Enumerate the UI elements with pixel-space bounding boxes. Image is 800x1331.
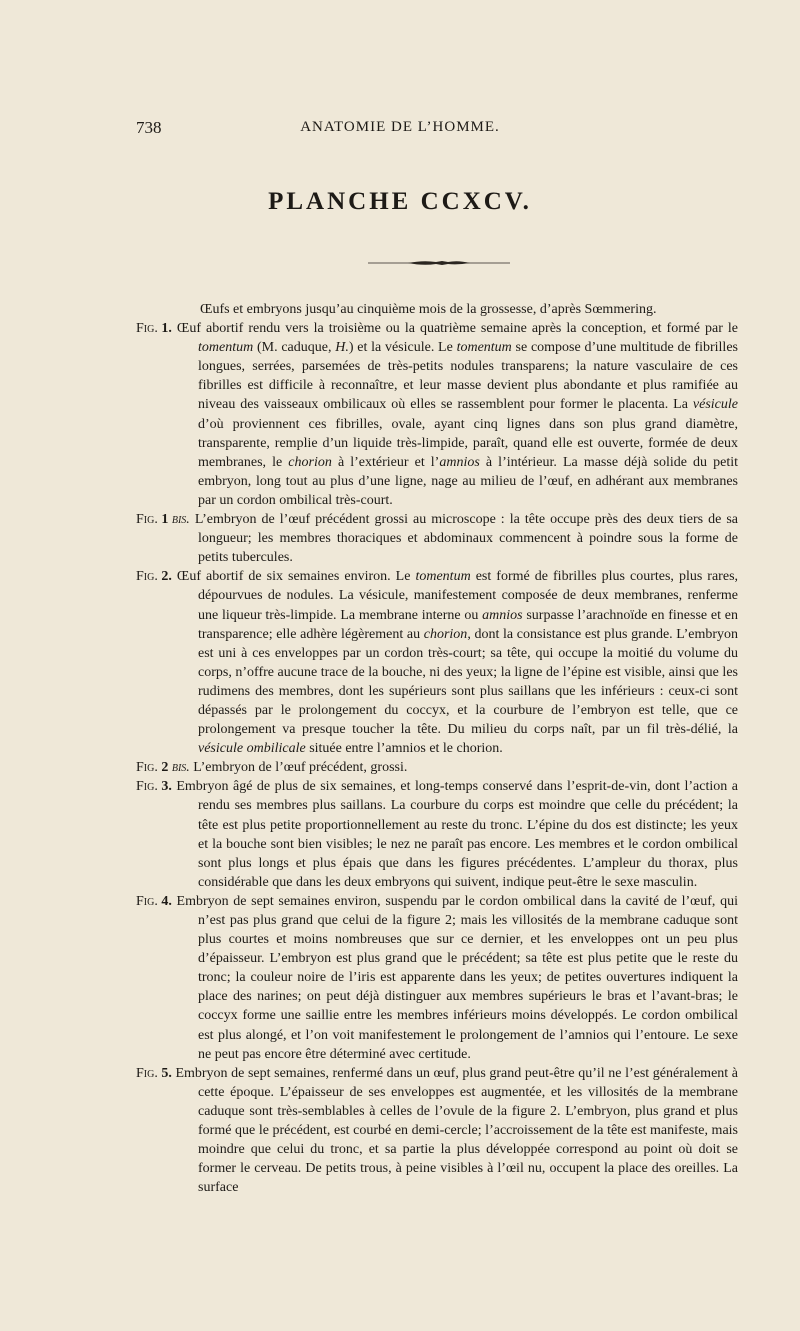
page-header xyxy=(0,118,800,142)
italic-term: tomentum xyxy=(198,340,254,356)
italic-term: chorion xyxy=(288,454,332,470)
italic-term: H. xyxy=(335,340,349,356)
figure-text: à l’extérieur et l’ xyxy=(331,454,440,470)
figure-list xyxy=(136,319,738,1197)
intro-text: Œufs et embryons jusqu’au cinquième mois de la grossesse, d’après Sœmmering. xyxy=(200,302,657,317)
ornament-rule xyxy=(368,258,510,268)
figure-text: (M. caduque, xyxy=(253,340,336,356)
plate-title: PLANCHE CCXCV. xyxy=(268,188,532,215)
figure-text: L’embryon de l’œuf précédent grossi au microscope : la tête occupe près des deux tiers de sa longueur; les membres thoraciques et abdominaux commencent à poindre sous la forme de petits tubercules. xyxy=(194,512,739,566)
figure-label: Fig. 3. xyxy=(136,779,172,795)
figure-text: Embryon de sept semaines, renfermé dans un œuf, plus grand peut-être qu’il ne l’est généralement à cette époque. L’épaisseur de ses enveloppes est augmentée, et les villosités de la membrane caduque sont très-semblables à celles de l’ovule de la figure 2. L’embryon, plus grand et plus formé que le précédent, est courbé en demi-cercle; l’accroissement de la tête est manifeste, mais moindre que celui du tronc, et sa partie la plus développée correspond au point où doit se former le cerveau. De petits trous, à peine visibles à l’œil nu, occupent la place des oreilles. La surface xyxy=(175,1065,738,1196)
figure-text: à l’intérieur. La masse déjà solide du petit embryon, long tout au plus d’une ligne, nage au milieu de l’œuf, en adhérant aux membranes par un cordon ombilical très-court. xyxy=(198,454,738,508)
figure-text: Œuf abortif de six semaines environ. Le xyxy=(176,569,416,585)
figure-entry xyxy=(136,892,738,1064)
figure-text: , dont la consistance est plus grande. L’embryon est uni à ces enveloppes par un cordon très-court; sa tête, qui occupe la moitié du volume du corps, n’offre aucune trace de la bouche, ni des yeux; la ligne de l’épine est visible, ainsi que les rudimens des membres, dont les supérieurs sont plus saillans que les inférieurs : ceux-ci sont dépassés par le prolongement du coccyx, et la courbure de l’embryon est telle, que ce prolongement va presque toucher la tête. Du milieu du corps naît, par un fil très-délié, la xyxy=(198,626,738,738)
figure-text: surpasse l’arachnoïde en finesse et en transparence; elle adhère légèrement au xyxy=(198,607,738,642)
plate-description xyxy=(136,300,738,1197)
figure-label: Fig. 4. xyxy=(136,893,172,909)
italic-term: amnios xyxy=(439,454,480,470)
running-title: ANATOMIE DE L’HOMME. xyxy=(300,119,500,135)
figure-text: L’embryon de l’œuf précédent, grossi. xyxy=(193,760,408,776)
figure-text: Embryon de sept semaines environ, suspendu par le cordon ombilical dans la cavité de l’œuf, qui n’est pas plus grand que celui de la figure 2; mais les villosités de la membrane caduque sont plus courtes et moins nombreuses que sur ce dernier, et les enveloppes ont un peu plus d’épaisseur. L’embryon est plus grand que le précédent; sa tête est plus petite que le reste du tronc; la couleur noire de l’iris est apparente dans les yeux; de petites ouvertures indiquent la place des narines; on peut déjà distinguer aux membres supérieurs le bras et l’avant-bras; le coccyx forme une saillie entre les membres inférieurs moins développés. Le cordon ombilical est plus alongé, et l’on voit manifestement le prolongement de l’amnios qui l’entoure. Le sexe ne peut pas encore être déterminé avec certitude. xyxy=(176,893,738,1062)
figure-text: située entre l’amnios et le chorion. xyxy=(305,741,503,757)
figure-entry xyxy=(136,1064,738,1198)
figure-entry xyxy=(136,510,738,567)
figure-entry xyxy=(136,319,738,510)
figure-label: Fig. 1 bis. xyxy=(136,512,190,528)
figure-text: Œuf abortif rendu vers la troisième ou la quatrième semaine après la conception, et formé par le xyxy=(176,321,739,337)
figure-text: d’où proviennent ces fibrilles, ovale, ayant cinq lignes dans son plus grand diamètre, transparente, remplie d’un liquide très-limpide, paraît, quand elle est ouverte, formée de deux membranes, le xyxy=(198,416,738,470)
figure-entry xyxy=(136,758,738,777)
page-number: 738 xyxy=(136,118,162,137)
italic-term: tomentum xyxy=(415,569,471,585)
italic-term: vésicule ombilicale xyxy=(198,741,306,757)
figure-label: Fig. 2 bis. xyxy=(136,760,190,776)
figure-text: est formé de fibrilles plus courtes, plus rares, dépourvues de nodules. La vésicule, manifestement composée de deux membranes, renferme une liqueur très-limpide. La membrane interne ou xyxy=(198,569,739,623)
figure-label: Fig. 1. xyxy=(136,321,172,337)
figure-text: Embryon âgé de plus de six semaines, et long-temps conservé dans l’esprit-de-vin, dont l’action a rendu ses membres plus saillans. La courbure du corps est moindre que celle du précédent; la tête est plus petite proportionnellement au reste du tronc. L’épine du dos est distincte; les yeux et la bouche sont bien visibles; le nez ne paraît pas encore. Les membres et le cordon ombilical sont plus longs et plus épais que dans les figures précédentes. L’ampleur du thorax, plus considérable que dans les deux embryons qui suivent, indique peut-être le sexe masculin. xyxy=(176,779,738,890)
figure-label: Fig. 2. xyxy=(136,569,172,585)
figure-text: ) et la vésicule. Le xyxy=(348,340,457,356)
figure-label: Fig. 5. xyxy=(136,1065,172,1081)
italic-term: vésicule xyxy=(692,397,738,413)
figure-text: se compose d’une multitude de fibrilles longues, serrées, parsemées de très-petits nodules transparens; la nature vasculaire de ces fibrilles est difficile à reconnaître, et leur masse devient plus abondante et plus ramifiée au niveau des vaisseaux ombilicaux où elles se rassemblent pour former le placenta. La xyxy=(198,340,738,413)
italic-term: tomentum xyxy=(456,340,512,356)
figure-entry xyxy=(136,777,738,892)
italic-term: chorion xyxy=(423,626,468,642)
figure-entry xyxy=(136,567,738,758)
italic-term: amnios xyxy=(482,607,523,623)
